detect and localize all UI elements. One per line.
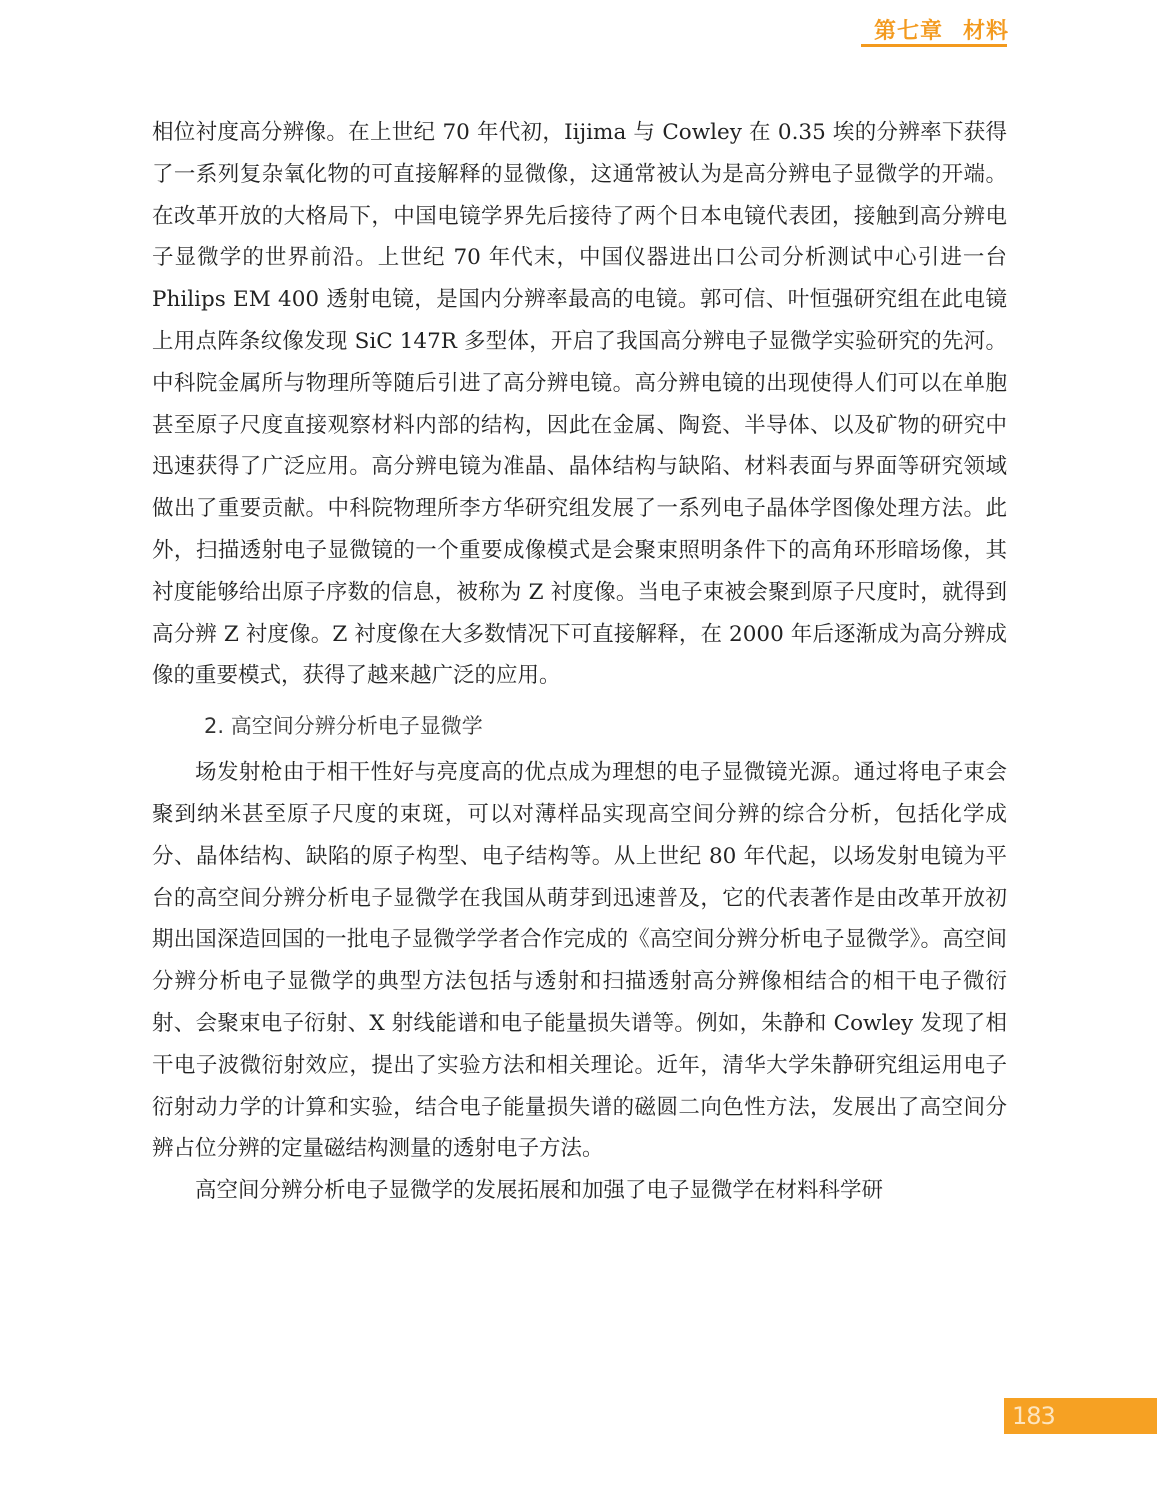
header-underline (861, 44, 1007, 47)
running-header (874, 14, 1009, 45)
paragraph-high-resolution-imaging: 相位衬度高分辨像。在上世纪 70 年代初，Iijima 与 Cowley 在 0.35 埃的分辨率下获得了一系列复杂氧化物的可直接解释的显微像，这通常被认为是高分辨电子显微学的开端。在改革开放的大格局下，中国电镜学界先后接待了两个日本电镜代表团，接触到高分辨电子显微学的世界前沿。上世纪 70 年代末，中国仪器进出口公司分析测试中心引进一台 Philips EM 400 透射电镜，是国内分辨率最高的电镜。郭可信、叶恒强研究组在此电镜上用点阵条纹像发现 SiC 147R 多型体，开启了我国高分辨电子显微学实验研究的先河。中科院金属所与物理所等随后引进了高分辨电镜。高分辨电镜的出现使得人们可以在单胞甚至原子尺度直接观察材料内部的结构，因此在金属、陶瓷、半导体、以及矿物的研究中迅速获得了广泛应用。高分辨电镜为准晶、晶体结构与缺陷、材料表面与界面等研究领域做出了重要贡献。中科院物理所李方华研究组发展了一系列电子晶体学图像处理方法。此外，扫描透射电子显微镜的一个重要成像模式是会聚束照明条件下的高角环形暗场像，其衬度能够给出原子序数的信息，被称为 Z 衬度像。当电子束被会聚到原子尺度时，就得到高分辨 Z 衬度像。Z 衬度像在大多数情况下可直接解释，在 2000 年后逐渐成为高分辨成像的重要模式，获得了越来越广泛的应用。 (152, 120, 1007, 689)
paragraph-field-emission: 场发射枪由于相干性好与亮度高的优点成为理想的电子显微镜光源。通过将电子束会聚到纳米甚至原子尺度的束斑，可以对薄样品实现高空间分辨的综合分析，包括化学成分、晶体结构、缺陷的原子构型、电子结构等。从上世纪 80 年代起，以场发射电镜为平台的高空间分辨分析电子显微学在我国从萌芽到迅速普及，它的代表著作是由改革开放初期出国深造回国的一批电子显微学学者合作完成的《高空间分辨分析电子显微学》。高空间分辨分析电子显微学的典型方法包括与透射和扫描透射高分辨像相结合的相干电子微衍射、会聚束电子衍射、X 射线能谱和电子能量损失谱等。例如，朱静和 Cowley 发现了相干电子波微衍射效应，提出了实验方法和相关理论。近年，清华大学朱静研究组运用电子衍射动力学的计算和实验，结合电子能量损失谱的磁圆二向色性方法，发展出了高空间分辨占位分辨的定量磁结构测量的透射电子方法。 (152, 760, 1007, 1162)
section-heading: 2. 高空间分辨分析电子显微学 (204, 714, 483, 739)
page-number-tab (1004, 1398, 1157, 1434)
page-body (152, 112, 1007, 1212)
chapter-title: 材料 (962, 19, 1009, 44)
chapter-label: 第七章 (873, 19, 943, 44)
paragraph-continuation: 高空间分辨分析电子显微学的发展拓展和加强了电子显微学在材料科学研 (195, 1178, 884, 1204)
page-number: 183 (1012, 1402, 1055, 1430)
